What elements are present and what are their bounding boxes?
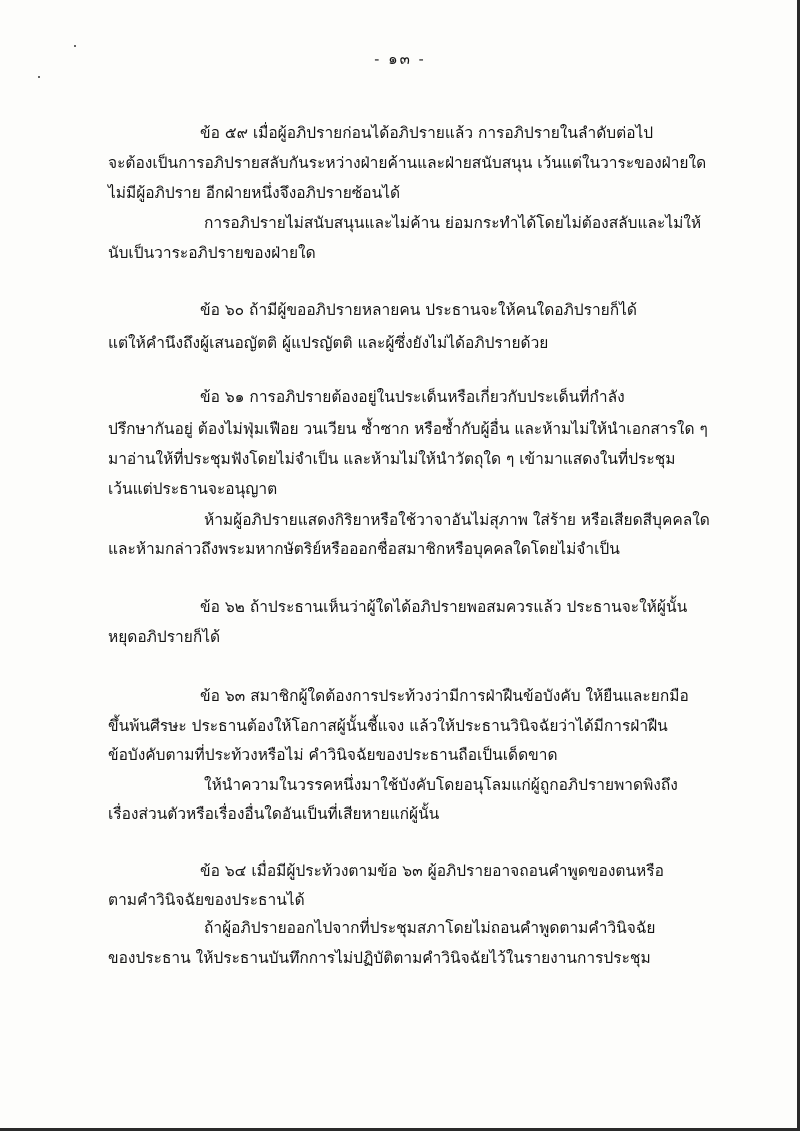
- clause-59-line-3: ไม่มีผู้อภิปราย อีกฝ่ายหนึ่งจึงอภิปรายซ้อนได้: [108, 184, 401, 202]
- clause-61-line-4: เว้นแต่ประธานจะอนุญาต: [108, 480, 278, 498]
- clause-64-line-1: ข้อ ๖๔ เมื่อมีผู้ประท้วงตามข้อ ๖๓ ผู้อภิปรายอาจถอนคำพูดของตนหรือ: [200, 862, 664, 880]
- clause-62-line-2: หยุดอภิปรายก็ได้: [108, 628, 221, 646]
- clause-59-line-5: นับเป็นวาระอภิปรายของฝ่ายใด: [108, 244, 316, 262]
- clause-60-line-1: ข้อ ๖๐ ถ้ามีผู้ขออภิปรายหลายคน ประธานจะให้คนใดอภิปรายก็ได้: [200, 301, 637, 319]
- scan-speck: [38, 76, 40, 78]
- clause-61-line-6: และห้ามกล่าวถึงพระมหากษัตริย์หรือออกชื่อสมาชิกหรือบุคคลใดโดยไม่จำเป็น: [108, 540, 620, 558]
- clause-64-line-4: ของประธาน ให้ประธานบันทึกการไม่ปฏิบัติตามคำวินิจฉัยไว้ในรายงานการประชุม: [108, 949, 651, 967]
- page-number: - ๑๓ -: [374, 50, 426, 68]
- clause-61-line-3: มาอ่านให้ที่ประชุมฟังโดยไม่จำเป็น และห้ามไม่ให้นำวัตถุใด ๆ เข้ามาแสดงในที่ประชุม: [108, 450, 676, 468]
- clause-63-line-4: ให้นำความในวรรคหนึ่งมาใช้บังคับโดยอนุโลมแก่ผู้ถูกอภิปรายพาดพิงถึง: [204, 776, 678, 794]
- clause-63-line-2: ขึ้นพ้นศีรษะ ประธานต้องให้โอกาสผู้นั้นชี้แจง แล้วให้ประธานวินิจฉัยว่าได้มีการฝ่าฝืน: [108, 717, 668, 735]
- clause-60-line-2: แต่ให้คำนึงถึงผู้เสนอญัตติ ผู้แปรญัตติ และผู้ซึ่งยังไม่ได้อภิปรายด้วย: [108, 334, 549, 352]
- clause-64-line-2: ตามคำวินิจฉัยของประธานได้: [108, 891, 305, 909]
- clause-64-line-3: ถ้าผู้อภิปรายออกไปจากที่ประชุมสภาโดยไม่ถอนคำพูดตามคำวินิจฉัย: [204, 919, 656, 937]
- clause-59-line-4: การอภิปรายไม่สนับสนุนและไม่ค้าน ย่อมกระทำได้โดยไม่ต้องสลับและไม่ให้: [204, 214, 702, 232]
- clause-63-line-1: ข้อ ๖๓ สมาชิกผู้ใดต้องการประท้วงว่ามีการฝ่าฝืนข้อบังคับ ให้ยืนและยกมือ: [200, 687, 689, 705]
- clause-59-line-1: ข้อ ๕๙ เมื่อผู้อภิปรายก่อนได้อภิปรายแล้ว การอภิปรายในลำดับต่อไป: [200, 124, 654, 142]
- clause-62-line-1: ข้อ ๖๒ ถ้าประธานเห็นว่าผู้ใดได้อภิปรายพอสมควรแล้ว ประธานจะให้ผู้นั้น: [200, 598, 688, 616]
- clause-63-line-5: เรื่องส่วนตัวหรือเรื่องอื่นใดอันเป็นที่เสียหายแก่ผู้นั้น: [108, 805, 440, 823]
- clause-61-line-5: ห้ามผู้อภิปรายแสดงกิริยาหรือใช้วาจาอันไม่สุภาพ ใส่ร้าย หรือเสียดสีบุคคลใด: [204, 511, 710, 529]
- clause-61-line-1: ข้อ ๖๑ การอภิปรายต้องอยู่ในประเด็นหรือเกี่ยวกับประเด็นที่กำลัง: [200, 388, 625, 406]
- clause-63-line-3: ข้อบังคับตามที่ประท้วงหรือไม่ คำวินิจฉัยของประธานถือเป็นเด็ดขาด: [108, 746, 558, 764]
- clause-59-line-2: จะต้องเป็นการอภิปรายสลับกันระหว่างฝ่ายค้านและฝ่ายสนับสนุน เว้นแต่ในวาระของฝ่ายใด: [108, 154, 707, 172]
- clause-61-line-2: ปรึกษากันอยู่ ต้องไม่ฟุ่มเฟือย วนเวียน ซ้ำซาก หรือซ้ำกับผู้อื่น และห้ามไม่ให้นำเอกสารใด ๆ: [108, 420, 708, 438]
